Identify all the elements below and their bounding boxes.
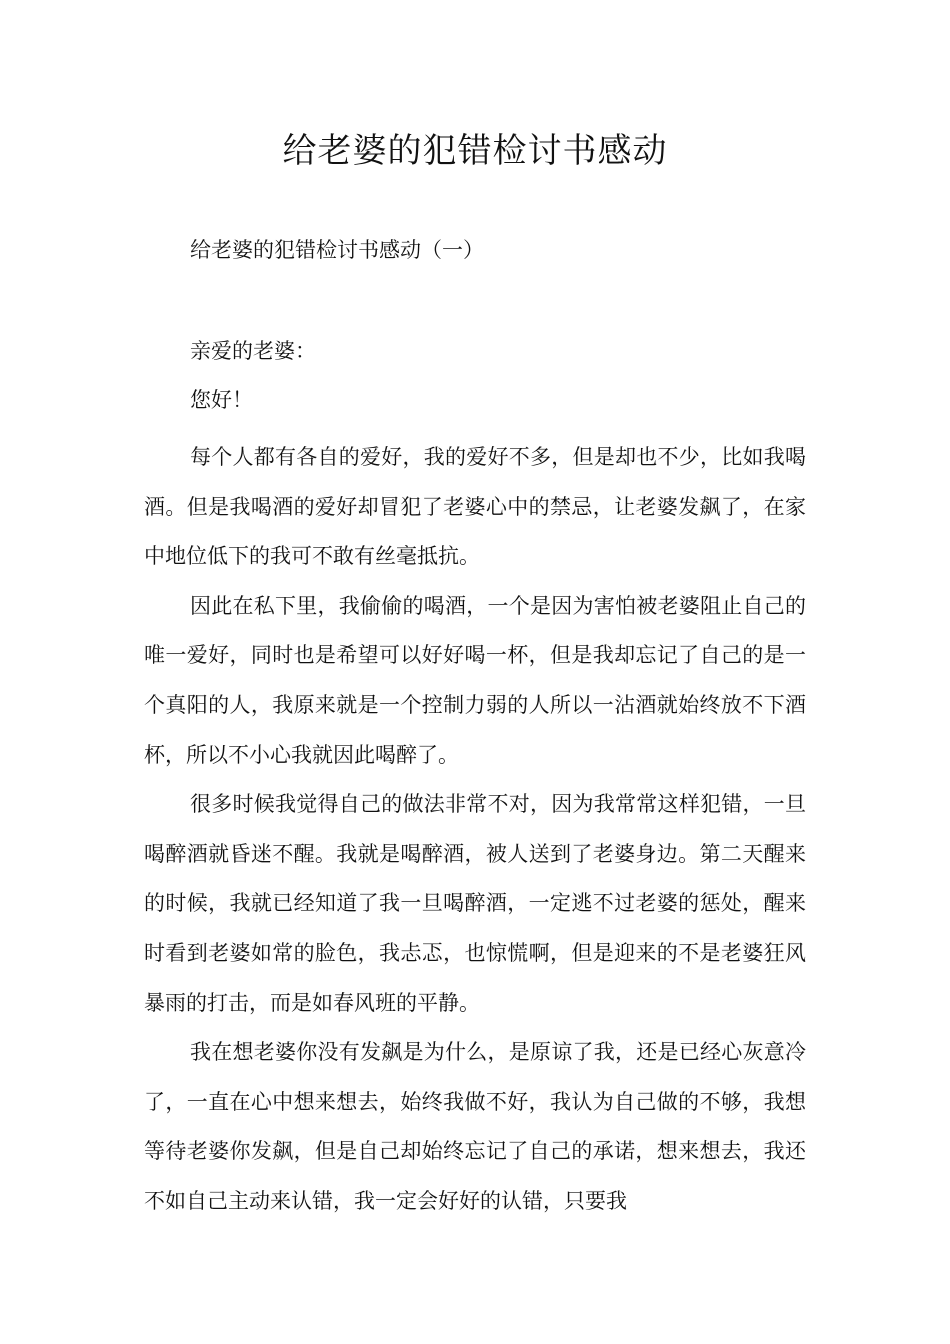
body-paragraph-4: 我在想老婆你没有发飙是为什么，是原谅了我，还是已经心灰意冷了，一直在心中想来想去，始终我做不好，我认为自己做的不够，我想等待老婆你发飙，但是自己却始终忘记了自己的承诺，想来想去，我还不如自己主动来认错，我一定会好好的认错，只要我 [144, 1040, 806, 1213]
document-subtitle: 给老婆的犯错检讨书感动（一） [190, 238, 484, 262]
letter-body [144, 433, 806, 1227]
document-title: 给老婆的犯错检讨书感动 [282, 131, 668, 171]
letter-salutation: 亲爱的老婆： [190, 339, 316, 363]
body-paragraph-2: 因此在私下里，我偷偷的喝酒，一个是因为害怕被老婆阻止自己的唯一爱好，同时也是希望可以好好喝一杯，但是我却忘记了自己的是一个真阳的人，我原来就是一个控制力弱的人所以一沾酒就始终放不下酒杯，所以不小心我就因此喝醉了。 [144, 593, 806, 767]
body-paragraph-3: 很多时候我觉得自己的做法非常不对，因为我常常这样犯错，一旦喝醉酒就昏迷不醒。我就是喝醉酒，被人送到了老婆身边。第二天醒来的时候，我就已经知道了我一旦喝醉酒，一定逃不过老婆的惩处，醒来时看到老婆如常的脸色，我忐忑，也惊慌啊，但是迎来的不是老婆狂风暴雨的打击，而是如春风班的平静。 [144, 792, 806, 1015]
letter-greeting: 您好！ [190, 388, 253, 412]
body-paragraph-1: 每个人都有各自的爱好，我的爱好不多，但是却也不少，比如我喝酒。但是我喝酒的爱好却冒犯了老婆心中的禁忌，让老婆发飙了，在家中地位低下的我可不敢有丝毫抵抗。 [144, 445, 806, 569]
